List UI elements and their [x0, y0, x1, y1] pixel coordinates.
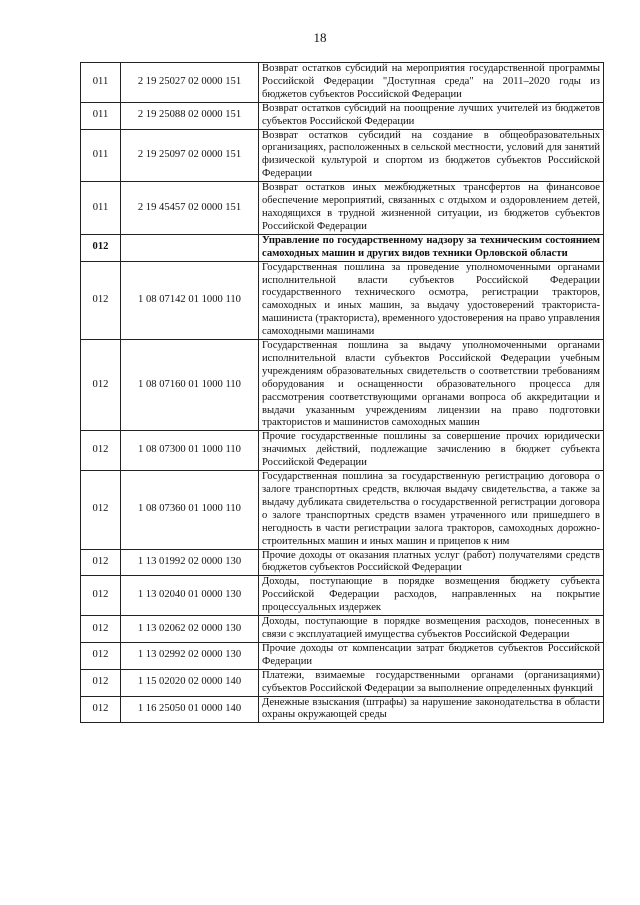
description-cell: Прочие доходы от оказания платных услуг (работ) получателями средств бюджетов субъектов Российской Федерации: [259, 549, 604, 576]
table-row: [81, 471, 604, 549]
budget-code-cell: [121, 234, 259, 261]
description-cell: Возврат остатков субсидий на создание в общеобразовательных организациях, расположенных в сельской местности, условий для занятий физической культурой и спортом из бюджетов субъектов Российской Федерации: [259, 129, 604, 182]
description-cell: Возврат остатков субсидий на мероприятия государственной программы Российской Федерации "Доступная среда" на 2011–2020 годы из бюджетов субъектов Российской Федерации: [259, 63, 604, 103]
admin-code-cell: 012: [81, 471, 121, 549]
admin-code-cell: 012: [81, 616, 121, 643]
description-cell: Государственная пошлина за выдачу уполномоченными органами исполнительной власти субъектов Российской Федерации учебным учреждениям образовательных свидетельств о соответствии требованиям оборудования и оснащенности образовательного процесса для рассмотрения соответствующими органами вопроса об аккредитации и выдачи указанным учреждениям лицензии на право подготовки трактористов и машинистов самоходных машин: [259, 340, 604, 431]
admin-code-cell: 012: [81, 234, 121, 261]
budget-code-cell: 1 15 02020 02 0000 140: [121, 669, 259, 696]
budget-code-cell: 2 19 25097 02 0000 151: [121, 129, 259, 182]
table-row: [81, 340, 604, 431]
admin-code-cell: 012: [81, 261, 121, 339]
description-cell: Возврат остатков субсидий на поощрение лучших учителей из бюджетов субъектов Российской Федерации: [259, 102, 604, 129]
budget-code-cell: 2 19 45457 02 0000 151: [121, 182, 259, 235]
page-number: 18: [313, 30, 327, 45]
budget-code-cell: 2 19 25027 02 0000 151: [121, 63, 259, 103]
budget-code-cell: 1 13 02062 02 0000 130: [121, 616, 259, 643]
description-cell: Возврат остатков иных межбюджетных трансфертов на финансовое обеспечение мероприятий, связанных с отдыхом и оздоровлением детей, находящихся в трудной жизненной ситуации, из бюджетов субъектов Российской Федерации: [259, 182, 604, 235]
description-cell: Прочие государственные пошлины за совершение прочих юридически значимых действий, подлежащие зачислению в бюджет субъекта Российской Федерации: [259, 431, 604, 471]
admin-code-cell: 012: [81, 576, 121, 616]
budget-code-cell: 1 16 25050 01 0000 140: [121, 696, 259, 723]
table-row: [81, 616, 604, 643]
table-row: [81, 669, 604, 696]
admin-code-cell: 012: [81, 642, 121, 669]
table-body: [81, 63, 604, 723]
budget-code-cell: 1 08 07142 01 1000 110: [121, 261, 259, 339]
admin-code-cell: 012: [81, 549, 121, 576]
table-row: [81, 431, 604, 471]
admin-code-cell: 011: [81, 182, 121, 235]
admin-code-cell: 011: [81, 63, 121, 103]
description-cell: Платежи, взимаемые государственными органами (организациями) субъектов Российской Федерации за выполнение определенных функций: [259, 669, 604, 696]
table-row: [81, 182, 604, 235]
admin-code-cell: 012: [81, 696, 121, 723]
table-row: [81, 549, 604, 576]
description-cell: Денежные взыскания (штрафы) за нарушение законодательства в области охраны окружающей среды: [259, 696, 604, 723]
table-row: [81, 63, 604, 103]
table-row: [81, 642, 604, 669]
admin-code-cell: 012: [81, 340, 121, 431]
budget-code-cell: 1 08 07360 01 1000 110: [121, 471, 259, 549]
budget-code-cell: 1 13 02992 02 0000 130: [121, 642, 259, 669]
table-row: [81, 696, 604, 723]
budget-code-cell: 2 19 25088 02 0000 151: [121, 102, 259, 129]
section-header-row: [81, 234, 604, 261]
budget-code-cell: 1 13 01992 02 0000 130: [121, 549, 259, 576]
budget-code-cell: 1 08 07300 01 1000 110: [121, 431, 259, 471]
table-row: [81, 576, 604, 616]
table-row: [81, 129, 604, 182]
budget-code-cell: 1 08 07160 01 1000 110: [121, 340, 259, 431]
admin-code-cell: 012: [81, 431, 121, 471]
description-cell: Доходы, поступающие в порядке возмещения бюджету субъекта Российской Федерации расходов, направленных на покрытие процессуальных издержек: [259, 576, 604, 616]
description-cell: Государственная пошлина за государственную регистрацию договора о залоге транспортных средств, включая выдачу свидетельства, а также за выдачу дубликата свидетельства о государственной регистрации договора о залоге транспортных средств взамен утраченного или пришедшего в негодность в части регистрации залога тракторов, самоходных дорожно-строительных машин и иных машин и прицепов к ним: [259, 471, 604, 549]
description-cell: Государственная пошлина за проведение уполномоченными органами исполнительной власти субъектов Российской Федерации государственного технического осмотра, регистрации тракторов, самоходных и иных машин, за выдачу удостоверений тракториста-машиниста (тракториста), временного удостоверения на право управления самоходными машинами: [259, 261, 604, 339]
description-cell: Доходы, поступающие в порядке возмещения расходов, понесенных в связи с эксплуатацией имущества субъектов Российской Федерации: [259, 616, 604, 643]
revenue-codes-table: [80, 62, 604, 723]
table-row: [81, 261, 604, 339]
admin-code-cell: 011: [81, 102, 121, 129]
budget-code-cell: 1 13 02040 01 0000 130: [121, 576, 259, 616]
admin-code-cell: 011: [81, 129, 121, 182]
description-cell: Прочие доходы от компенсации затрат бюджетов субъектов Российской Федерации: [259, 642, 604, 669]
table-row: [81, 102, 604, 129]
admin-code-cell: 012: [81, 669, 121, 696]
description-cell: Управление по государственному надзору за техническим состоянием самоходных машин и других видов техники Орловской области: [259, 234, 604, 261]
